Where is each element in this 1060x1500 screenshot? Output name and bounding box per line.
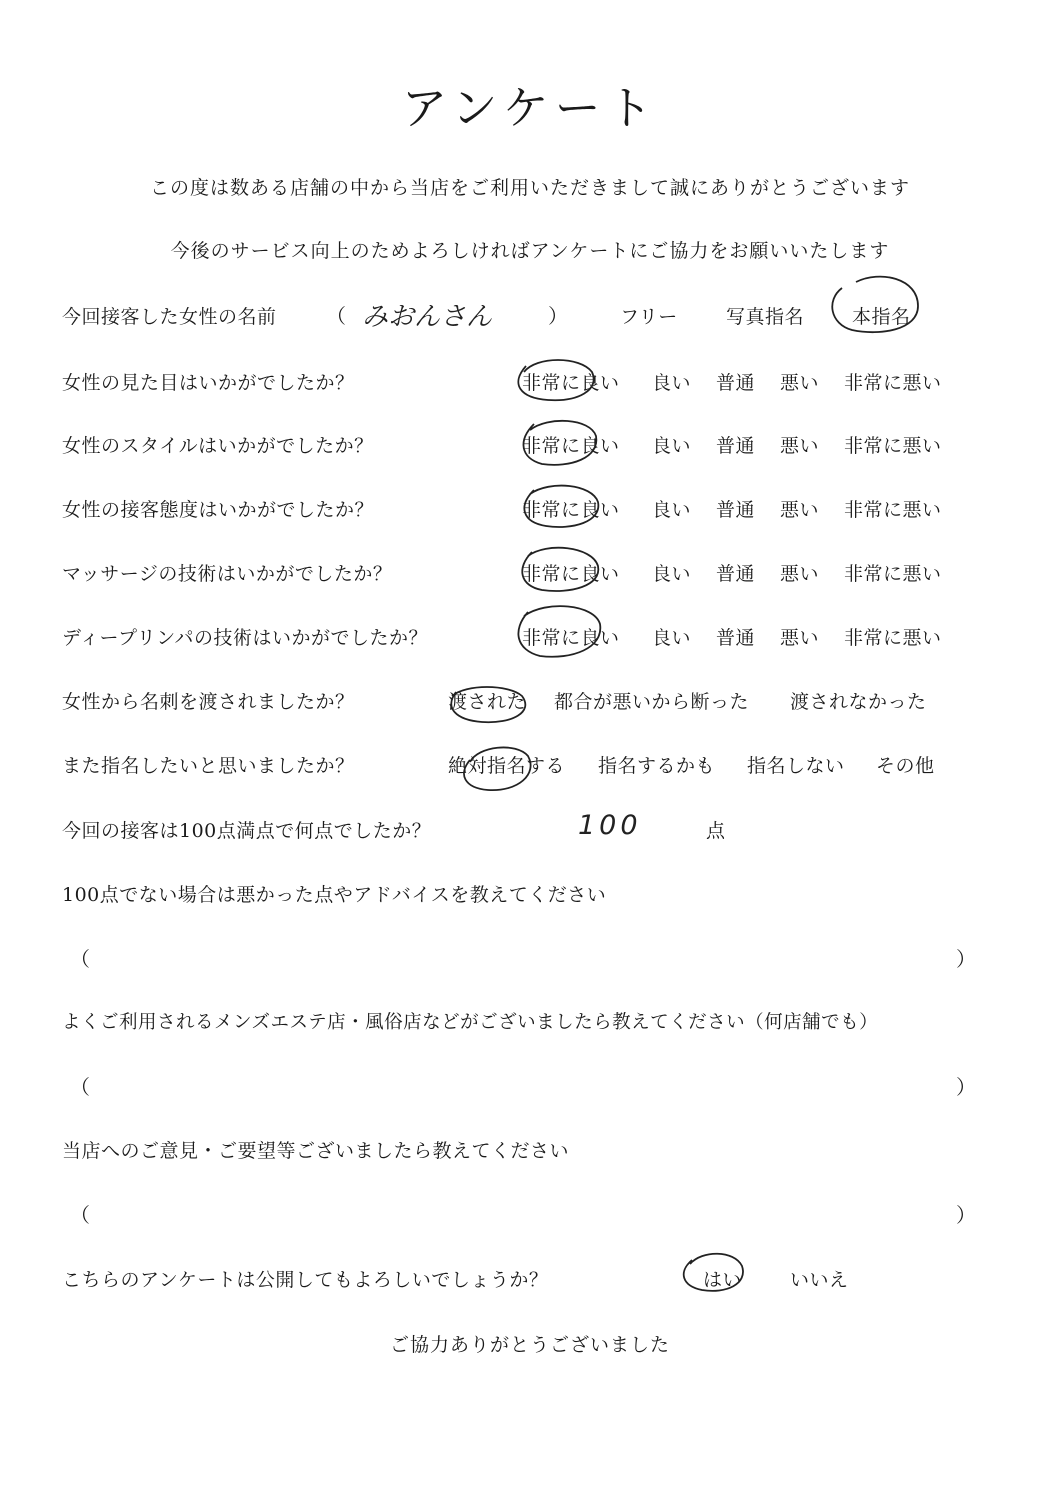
repeat-question-label: また指名したいと思いましたか？ <box>62 755 355 777</box>
lymph-option-bad[interactable]: 悪い <box>780 627 820 649</box>
closing-message: ご協力ありがとうございました <box>389 1334 670 1356</box>
opinion-question-label: 当店へのご意見・ご要望等ございましたら教えてください <box>62 1140 570 1162</box>
survey-title: アンケート <box>401 81 659 135</box>
other-shops-close-paren: ） <box>956 1075 976 1099</box>
style-option-average[interactable]: 普通 <box>716 435 756 457</box>
advice-answer-field[interactable] <box>100 938 940 972</box>
card-option-received[interactable]: 渡された <box>448 691 527 713</box>
option-regular-nomination[interactable]: 本指名 <box>852 306 911 328</box>
massage-option-good[interactable]: 良い <box>652 563 692 585</box>
opinion-answer-field[interactable] <box>100 1194 940 1228</box>
opinion-open-paren: （ <box>70 1203 90 1227</box>
repeat-option-other[interactable]: その他 <box>876 755 935 777</box>
advice-question-label: 100点でない場合は悪かった点やアドバイスを教えてください <box>62 884 607 906</box>
opinion-close-paren: ） <box>956 1203 976 1227</box>
massage-option-average[interactable]: 普通 <box>716 563 756 585</box>
lymph-option-average[interactable]: 普通 <box>716 627 756 649</box>
name-close-paren: ） <box>548 304 568 328</box>
advice-close-paren: ） <box>956 947 976 971</box>
massage-option-bad[interactable]: 悪い <box>780 563 820 585</box>
option-photo-nomination[interactable]: 写真指名 <box>726 306 805 328</box>
card-option-declined[interactable]: 都合が悪いから断った <box>554 691 750 713</box>
name-open-paren: （ <box>326 304 346 328</box>
lymph-option-good[interactable]: 良い <box>652 627 692 649</box>
attitude-option-very-bad[interactable]: 非常に悪い <box>844 499 942 521</box>
style-option-bad[interactable]: 悪い <box>780 435 820 457</box>
other-shops-answer-field[interactable] <box>100 1066 940 1100</box>
card-option-not-received[interactable]: 渡されなかった <box>790 691 927 713</box>
style-option-very-bad[interactable]: 非常に悪い <box>844 435 942 457</box>
other-shops-open-paren: （ <box>70 1075 90 1099</box>
attitude-question-label: 女性の接客態度はいかがでしたか？ <box>62 499 375 521</box>
looks-option-very-good[interactable]: 非常に良い <box>522 372 620 394</box>
lymph-question-label: ディープリンパの技術はいかがでしたか？ <box>62 627 428 649</box>
looks-option-average[interactable]: 普通 <box>716 372 756 394</box>
score-unit: 点 <box>706 820 726 842</box>
option-free[interactable]: フリー <box>620 306 678 328</box>
other-shops-question-label: よくご利用されるメンズエステ店・風俗店などがございましたら教えてください（何店舗でも） <box>62 1012 879 1033</box>
attitude-option-bad[interactable]: 悪い <box>780 499 820 521</box>
attitude-option-very-good[interactable]: 非常に良い <box>522 499 620 521</box>
massage-option-very-bad[interactable]: 非常に悪い <box>844 563 942 585</box>
lymph-option-very-good[interactable]: 非常に良い <box>522 627 620 649</box>
attitude-option-average[interactable]: 普通 <box>716 499 756 521</box>
attitude-option-good[interactable]: 良い <box>652 499 692 521</box>
looks-question-label: 女性の見た目はいかがでしたか？ <box>62 372 355 394</box>
looks-option-good[interactable]: 良い <box>652 372 692 394</box>
score-question-label: 今回の接客は100点満点で何点でしたか？ <box>62 820 432 842</box>
publish-option-yes[interactable]: はい <box>703 1269 743 1291</box>
advice-open-paren: （ <box>70 947 90 971</box>
intro-line-2: 今後のサービス向上のためよろしければアンケートにご協力をお願いいたします <box>170 240 890 262</box>
massage-question-label: マッサージの技術はいかがでしたか？ <box>62 563 393 585</box>
style-question-label: 女性のスタイルはいかがでしたか？ <box>62 435 374 457</box>
looks-option-bad[interactable]: 悪い <box>780 372 820 394</box>
repeat-option-maybe[interactable]: 指名するかも <box>598 755 716 777</box>
repeat-option-definitely[interactable]: 絶対指名する <box>448 755 566 777</box>
intro-line-1: この度は数ある店舗の中から当店をご利用いただきまして誠にありがとうございます <box>149 177 910 199</box>
style-option-very-good[interactable]: 非常に良い <box>522 435 620 457</box>
card-question-label: 女性から名刺を渡されましたか？ <box>62 691 355 713</box>
publish-question-label: こちらのアンケートは公開してもよろしいでしょうか？ <box>62 1269 549 1291</box>
looks-option-very-bad[interactable]: 非常に悪い <box>844 372 942 394</box>
massage-option-very-good[interactable]: 非常に良い <box>522 563 620 585</box>
name-answer[interactable]: みおんさん <box>362 302 493 332</box>
style-option-good[interactable]: 良い <box>652 435 692 457</box>
publish-option-no[interactable]: いいえ <box>790 1269 849 1291</box>
name-question-label: 今回接客した女性の名前 <box>62 306 277 328</box>
score-answer[interactable]: 100 <box>578 810 642 841</box>
repeat-option-no[interactable]: 指名しない <box>747 755 845 777</box>
lymph-option-very-bad[interactable]: 非常に悪い <box>844 627 942 649</box>
